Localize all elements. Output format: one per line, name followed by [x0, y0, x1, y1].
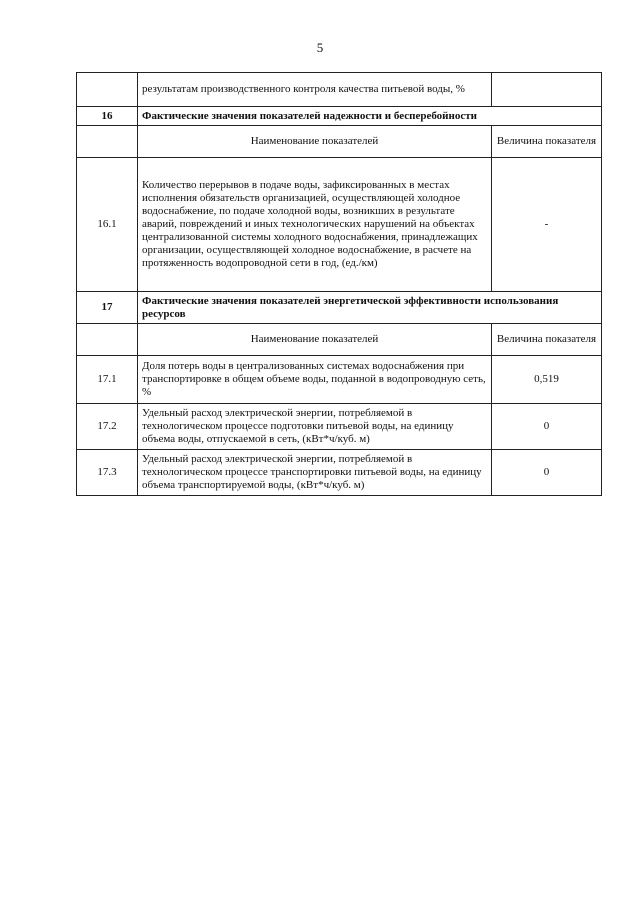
table-row — [77, 158, 602, 292]
section-17-header-row — [77, 324, 602, 356]
row-value: - — [492, 158, 602, 292]
section-16-header-num-cell — [77, 126, 138, 158]
section-17-title-row — [77, 292, 602, 324]
section-16-title: Фактические значения показателей надежности и бесперебойности — [138, 107, 602, 126]
section-17-header-num-cell — [77, 324, 138, 356]
section-16-header-value: Величина показателя — [492, 126, 602, 158]
row-text: Количество перерывов в подаче воды, зафиксированных в местах исполнения обязательств организацией, осуществляющей холодное водоснабжение, по подаче холодной воды, возникших в результате аварий, повреждений и иных технологических нарушений на объектах централизованной системы холодного водоснабжения, принадлежащих организации, осуществляющей холодное водоснабжение, в расчете на протяженность водопроводной сети в год, (ед./км) — [138, 158, 492, 292]
row-number: 17.1 — [77, 356, 138, 404]
table-row — [77, 356, 602, 404]
section-16-header-name: Наименование показателей — [138, 126, 492, 158]
row-number: 17.3 — [77, 450, 138, 496]
section-17-title: Фактические значения показателей энергетической эффективности использования ресурсов — [138, 292, 602, 324]
continuation-num-cell — [77, 73, 138, 107]
row-value: 0,519 — [492, 356, 602, 404]
row-text: Удельный расход электрической энергии, потребляемой в технологическом процессе подготовки питьевой воды, на единицу объема воды, отпускаемой в сеть, (кВт*ч/куб. м) — [138, 404, 492, 450]
section-16-header-row — [77, 126, 602, 158]
row-text: Доля потерь воды в централизованных системах водоснабжения при транспортировке в общем объеме воды, поданной в водопроводную сеть, % — [138, 356, 492, 404]
table-row — [77, 404, 602, 450]
section-17-number: 17 — [77, 292, 138, 324]
row-number: 16.1 — [77, 158, 138, 292]
table-row — [77, 450, 602, 496]
row-value: 0 — [492, 404, 602, 450]
row-text: Удельный расход электрической энергии, потребляемой в технологическом процессе транспортировки питьевой воды, на единицу объема транспортируемой воды, (кВт*ч/куб. м) — [138, 450, 492, 496]
page-number: 5 — [316, 40, 324, 55]
section-16-title-row — [77, 107, 602, 126]
indicators-table — [76, 72, 602, 496]
row-number: 17.2 — [77, 404, 138, 450]
continuation-row — [77, 73, 602, 107]
row-value: 0 — [492, 450, 602, 496]
section-16-number: 16 — [77, 107, 138, 126]
section-17-header-name: Наименование показателей — [138, 324, 492, 356]
continuation-text: результатам производственного контроля качества питьевой воды, % — [138, 73, 492, 107]
section-17-header-value: Величина показателя — [492, 324, 602, 356]
continuation-value-cell — [492, 73, 602, 107]
